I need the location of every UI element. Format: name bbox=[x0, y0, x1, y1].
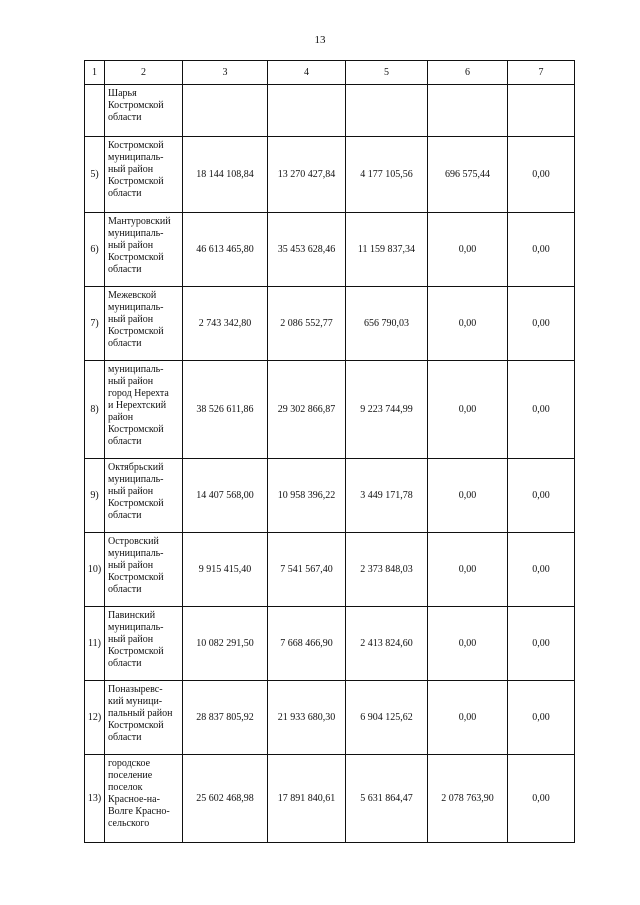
name-line: муниципаль- bbox=[108, 548, 164, 559]
name-line: Костромской bbox=[108, 326, 164, 337]
value-cell-v4: 7 668 466,90 bbox=[268, 607, 346, 681]
row-number: 10) bbox=[85, 533, 105, 607]
municipality-name bbox=[105, 681, 183, 755]
name-line: Костромской bbox=[108, 646, 164, 657]
name-line: муниципаль- bbox=[108, 152, 164, 163]
row-number: 9) bbox=[85, 459, 105, 533]
table-row bbox=[85, 287, 575, 361]
name-line: Костромской bbox=[108, 498, 164, 509]
page-number: 13 bbox=[314, 34, 326, 46]
value-cell-v7: 0,00 bbox=[508, 287, 575, 361]
name-line: Костромской bbox=[108, 424, 164, 435]
name-line: ный район bbox=[108, 486, 154, 497]
table-row bbox=[85, 361, 575, 459]
name-line: области bbox=[108, 112, 142, 123]
value-cell-v6: 0,00 bbox=[428, 287, 508, 361]
row-number: 5) bbox=[85, 137, 105, 213]
row-number: 13) bbox=[85, 755, 105, 843]
name-line: Костромской bbox=[108, 572, 164, 583]
value-cell-v6: 0,00 bbox=[428, 213, 508, 287]
name-line: Волге Красно- bbox=[108, 806, 170, 817]
name-line: поселение bbox=[108, 770, 153, 781]
value-cell-v4: 17 891 840,61 bbox=[268, 755, 346, 843]
data-table bbox=[84, 60, 575, 843]
value-cell-v5: 9 223 744,99 bbox=[346, 361, 428, 459]
value-cell-v7: 0,00 bbox=[508, 607, 575, 681]
value-cell-v3: 28 837 805,92 bbox=[183, 681, 268, 755]
value-cell-v5: 2 413 824,60 bbox=[346, 607, 428, 681]
table-row bbox=[85, 681, 575, 755]
name-line: муниципаль- bbox=[108, 364, 164, 375]
value-cell-v3: 18 144 108,84 bbox=[183, 137, 268, 213]
value-cell-v4: 35 453 628,46 bbox=[268, 213, 346, 287]
value-cell-v3: 38 526 611,86 bbox=[183, 361, 268, 459]
value-cell-v7: 0,00 bbox=[508, 459, 575, 533]
value-cell-v3: 9 915 415,40 bbox=[183, 533, 268, 607]
municipality-name bbox=[105, 607, 183, 681]
municipality-name bbox=[105, 755, 183, 843]
table-row bbox=[85, 137, 575, 213]
column-header: 2 bbox=[105, 61, 183, 85]
name-line: район bbox=[108, 412, 134, 423]
value-cell-v7: 0,00 bbox=[508, 137, 575, 213]
name-line: муниципаль- bbox=[108, 622, 164, 633]
value-cell-v7: 0,00 bbox=[508, 213, 575, 287]
value-cell-v6: 0,00 bbox=[428, 681, 508, 755]
value-cell-v6: 0,00 bbox=[428, 533, 508, 607]
value-cell-v4: 10 958 396,22 bbox=[268, 459, 346, 533]
value-cell-v6: 2 078 763,90 bbox=[428, 755, 508, 843]
name-line: пальный район bbox=[108, 708, 173, 719]
value-cell-v4 bbox=[268, 85, 346, 137]
value-cell-v6: 696 575,44 bbox=[428, 137, 508, 213]
value-cell-v7: 0,00 bbox=[508, 755, 575, 843]
value-cell-v3: 10 082 291,50 bbox=[183, 607, 268, 681]
value-cell-v5: 5 631 864,47 bbox=[346, 755, 428, 843]
name-line: Островский bbox=[108, 536, 159, 547]
value-cell-v6 bbox=[428, 85, 508, 137]
name-line: области bbox=[108, 584, 142, 595]
row-number: 11) bbox=[85, 607, 105, 681]
municipality-name bbox=[105, 287, 183, 361]
name-line: и Нерехтский bbox=[108, 400, 167, 411]
name-line: Мантуровский bbox=[108, 216, 171, 227]
table-row bbox=[85, 755, 575, 843]
table-row bbox=[85, 459, 575, 533]
value-cell-v4: 7 541 567,40 bbox=[268, 533, 346, 607]
municipality-name bbox=[105, 137, 183, 213]
value-cell-v3: 2 743 342,80 bbox=[183, 287, 268, 361]
value-cell-v7: 0,00 bbox=[508, 681, 575, 755]
name-line: Костромской bbox=[108, 140, 164, 151]
table-row bbox=[85, 85, 575, 137]
value-cell-v5: 6 904 125,62 bbox=[346, 681, 428, 755]
name-line: сельского bbox=[108, 818, 150, 829]
name-line: ный район bbox=[108, 376, 154, 387]
column-header: 6 bbox=[428, 61, 508, 85]
value-cell-v5: 11 159 837,34 bbox=[346, 213, 428, 287]
row-number: 12) bbox=[85, 681, 105, 755]
name-line: муниципаль- bbox=[108, 228, 164, 239]
value-cell-v5: 2 373 848,03 bbox=[346, 533, 428, 607]
column-header: 4 bbox=[268, 61, 346, 85]
row-number: 7) bbox=[85, 287, 105, 361]
name-line: ный район bbox=[108, 634, 154, 645]
table-row bbox=[85, 533, 575, 607]
name-line: Костромской bbox=[108, 720, 164, 731]
name-line: области bbox=[108, 188, 142, 199]
value-cell-v4: 21 933 680,30 bbox=[268, 681, 346, 755]
value-cell-v6: 0,00 bbox=[428, 361, 508, 459]
table-row bbox=[85, 607, 575, 681]
value-cell-v7 bbox=[508, 85, 575, 137]
name-line: области bbox=[108, 510, 142, 521]
column-header: 7 bbox=[508, 61, 575, 85]
name-line: городское bbox=[108, 758, 151, 769]
name-line: Костромской bbox=[108, 176, 164, 187]
value-cell-v4: 13 270 427,84 bbox=[268, 137, 346, 213]
column-header: 1 bbox=[85, 61, 105, 85]
value-cell-v5: 4 177 105,56 bbox=[346, 137, 428, 213]
municipality-name bbox=[105, 533, 183, 607]
value-cell-v3: 46 613 465,80 bbox=[183, 213, 268, 287]
value-cell-v4: 29 302 866,87 bbox=[268, 361, 346, 459]
row-number: 8) bbox=[85, 361, 105, 459]
column-header: 5 bbox=[346, 61, 428, 85]
name-line: Красное-на- bbox=[108, 794, 160, 805]
name-line: Шарья bbox=[108, 88, 137, 99]
name-line: области bbox=[108, 264, 142, 275]
name-line: Поназыревс- bbox=[108, 684, 163, 695]
name-line: области bbox=[108, 732, 142, 743]
name-line: ный район bbox=[108, 314, 154, 325]
name-line: муниципаль- bbox=[108, 474, 164, 485]
name-line: ный район bbox=[108, 240, 154, 251]
value-cell-v6: 0,00 bbox=[428, 607, 508, 681]
name-line: ный район bbox=[108, 164, 154, 175]
municipality-name bbox=[105, 85, 183, 137]
name-line: Октябрьский bbox=[108, 462, 164, 473]
row-number: 6) bbox=[85, 213, 105, 287]
name-line: Межевской bbox=[108, 290, 157, 301]
name-line: Костромской bbox=[108, 100, 164, 111]
row-number bbox=[85, 85, 105, 137]
value-cell-v7: 0,00 bbox=[508, 361, 575, 459]
name-line: ный район bbox=[108, 560, 154, 571]
value-cell-v5 bbox=[346, 85, 428, 137]
table-row bbox=[85, 213, 575, 287]
name-line: муниципаль- bbox=[108, 302, 164, 313]
municipality-name bbox=[105, 361, 183, 459]
value-cell-v3 bbox=[183, 85, 268, 137]
name-line: кий муници- bbox=[108, 696, 163, 707]
value-cell-v3: 25 602 468,98 bbox=[183, 755, 268, 843]
name-line: Костромской bbox=[108, 252, 164, 263]
value-cell-v5: 3 449 171,78 bbox=[346, 459, 428, 533]
name-line: поселок bbox=[108, 782, 143, 793]
column-header: 3 bbox=[183, 61, 268, 85]
name-line: области bbox=[108, 338, 142, 349]
value-cell-v4: 2 086 552,77 bbox=[268, 287, 346, 361]
name-line: области bbox=[108, 436, 142, 447]
value-cell-v3: 14 407 568,00 bbox=[183, 459, 268, 533]
municipality-name bbox=[105, 459, 183, 533]
municipality-name bbox=[105, 213, 183, 287]
value-cell-v5: 656 790,03 bbox=[346, 287, 428, 361]
name-line: Павинский bbox=[108, 610, 156, 621]
value-cell-v6: 0,00 bbox=[428, 459, 508, 533]
name-line: город Нерехта bbox=[108, 388, 169, 399]
name-line: области bbox=[108, 658, 142, 669]
table-header-row bbox=[85, 61, 575, 85]
value-cell-v7: 0,00 bbox=[508, 533, 575, 607]
